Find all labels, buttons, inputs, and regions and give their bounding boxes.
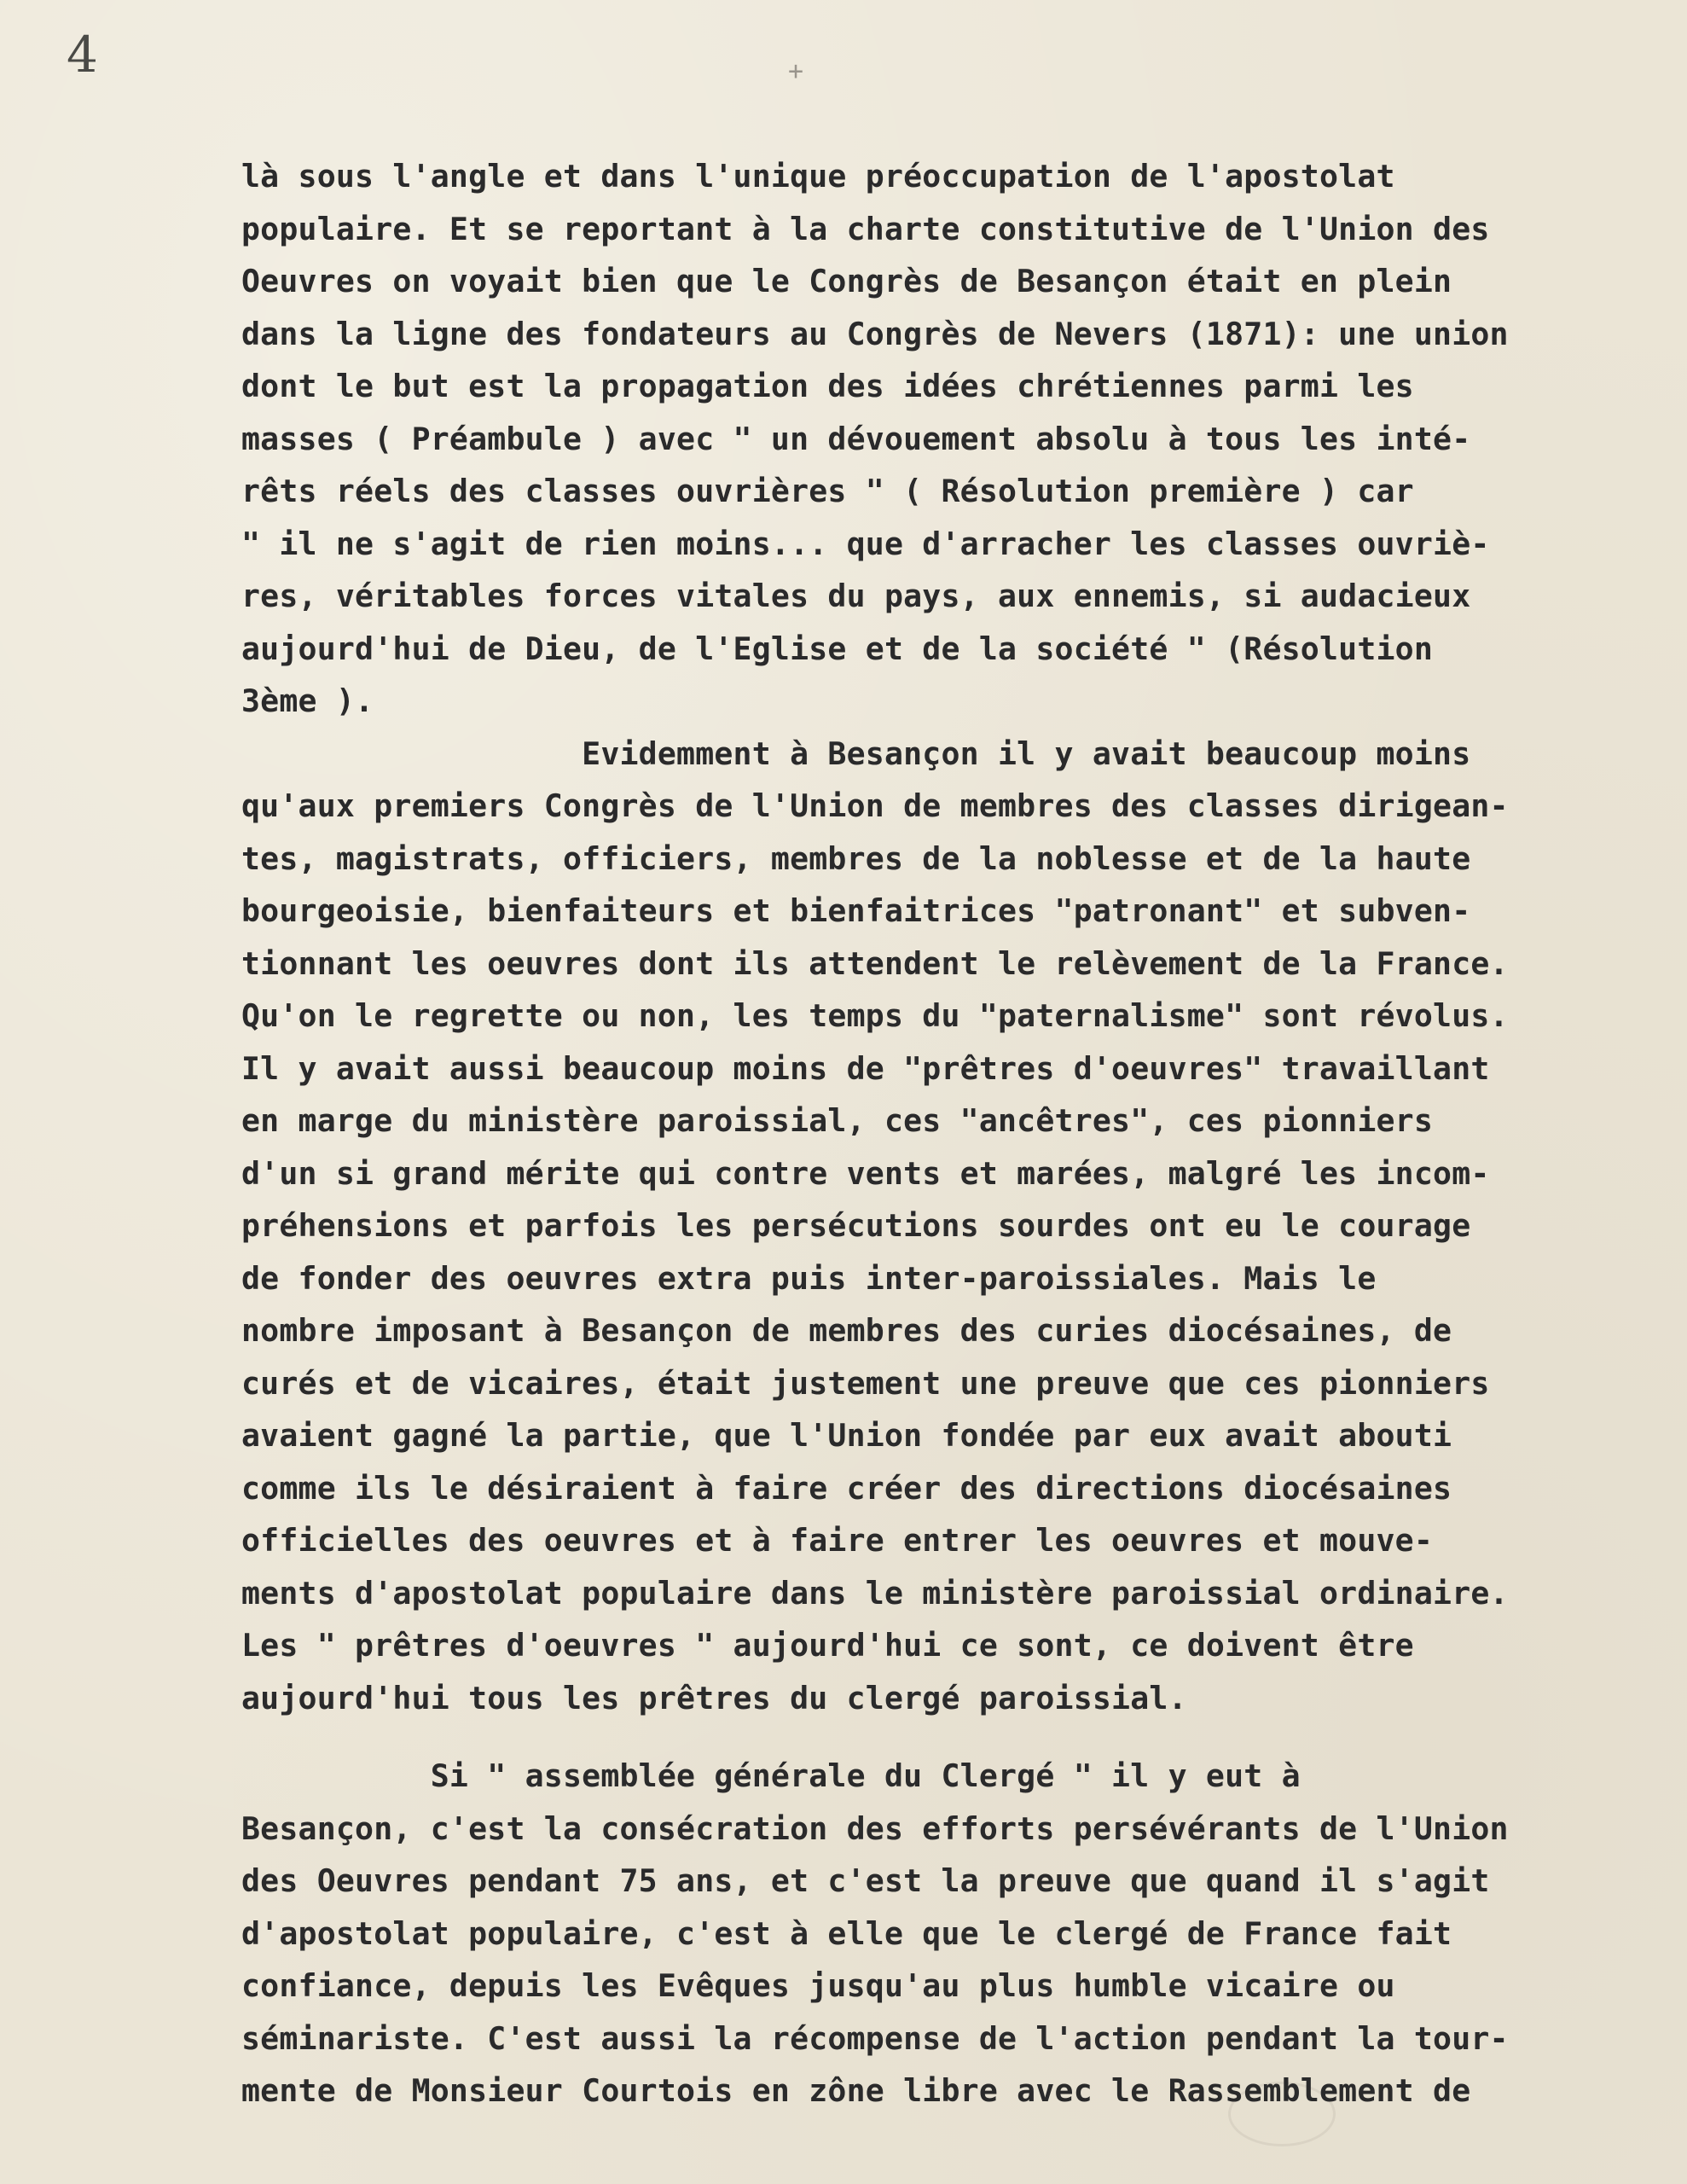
text-line: masses ( Préambule ) avec " un dévouement absolu à tous les inté- bbox=[241, 420, 1471, 457]
text-line: préhensions et parfois les persécutions sourdes ont eu le courage bbox=[241, 1207, 1471, 1244]
text-line: Qu'on le regrette ou non, les temps du "paternalisme" sont révolus. bbox=[241, 997, 1509, 1034]
text-line: aujourd'hui tous les prêtres du clergé paroissial. bbox=[241, 1679, 1187, 1716]
text-line: bourgeoisie, bienfaiteurs et bienfaitrices "patronant" et subven- bbox=[241, 892, 1471, 929]
text-line: officielles des oeuvres et à faire entrer les oeuvres et mouve- bbox=[241, 1522, 1434, 1559]
text-line: mente de Monsieur Courtois en zône libre avec le Rassemblement de bbox=[241, 2072, 1471, 2109]
text-line: ments d'apostolat populaire dans le ministère paroissial ordinaire. bbox=[241, 1574, 1509, 1612]
paragraph-start-line: Si " assemblée générale du Clergé " il y eut à bbox=[241, 1757, 1301, 1794]
text-line: Besançon, c'est la consécration des efforts persévérants de l'Union bbox=[241, 1809, 1509, 1847]
text-line: populaire. Et se reportant à la charte constitutive de l'Union des bbox=[241, 210, 1490, 247]
registration-mark-icon: + bbox=[788, 56, 804, 86]
text-line: nombre imposant à Besançon de membres des curies diocésaines, de bbox=[241, 1312, 1452, 1349]
text-line: qu'aux premiers Congrès de l'Union de membres des classes dirigean- bbox=[241, 787, 1509, 824]
text-line: tes, magistrats, officiers, membres de la noblesse et de la haute bbox=[241, 839, 1471, 877]
text-line: comme ils le désiraient à faire créer des directions diocésaines bbox=[241, 1469, 1452, 1507]
text-line: d'un si grand mérite qui contre vents et marées, malgré les incom- bbox=[241, 1154, 1490, 1192]
text-line: Oeuvres on voyait bien que le Congrès de Besançon était en plein bbox=[241, 263, 1452, 299]
text-line: dans la ligne des fondateurs au Congrès de Nevers (1871): une union bbox=[241, 315, 1509, 352]
page-corner-mark: 4 bbox=[67, 26, 98, 84]
text-line: aujourd'hui de Dieu, de l'Eglise et de la société " (Résolution bbox=[241, 630, 1434, 667]
text-line: confiance, depuis les Evêques jusqu'au plus humble vicaire ou bbox=[241, 1967, 1395, 2004]
text-line: Les " prêtres d'oeuvres " aujourd'hui ce sont, ce doivent être bbox=[241, 1627, 1414, 1664]
text-line: avaient gagné la partie, que l'Union fondée par eux avait abouti bbox=[241, 1417, 1452, 1454]
text-line: en marge du ministère paroissial, ces "ancêtres", ces pionniers bbox=[241, 1102, 1434, 1139]
text-line: res, véritables forces vitales du pays, aux ennemis, si audacieux bbox=[241, 578, 1471, 614]
typewritten-body bbox=[241, 150, 1640, 2117]
text-line: rêts réels des classes ouvrières " ( Résolution première ) car bbox=[241, 473, 1414, 509]
text-line: Il y avait aussi beaucoup moins de "prêtres d'oeuvres" travaillant bbox=[241, 1049, 1490, 1087]
text-line: d'apostolat populaire, c'est à elle que le clergé de France fait bbox=[241, 1914, 1452, 1952]
text-line: séminariste. C'est aussi la récompense de l'action pendant la tour- bbox=[241, 2019, 1509, 2057]
text-line: 3ème ). bbox=[241, 682, 374, 719]
text-line: de fonder des oeuvres extra puis inter-paroissiales. Mais le bbox=[241, 1259, 1377, 1297]
text-line: tionnant les oeuvres dont ils attendent le relèvement de la France. bbox=[241, 944, 1509, 982]
paragraph-gap bbox=[241, 1724, 1640, 1750]
text-line: des Oeuvres pendant 75 ans, et c'est la preuve que quand il s'agit bbox=[241, 1862, 1490, 1899]
text-line: là sous l'angle et dans l'unique préoccupation de l'apostolat bbox=[241, 158, 1395, 195]
paragraph-start-line: Evidemment à Besançon il y avait beaucoup moins bbox=[241, 735, 1471, 772]
text-line: curés et de vicaires, était justement une preuve que ces pionniers bbox=[241, 1364, 1490, 1402]
text-line: dont le but est la propagation des idées chrétiennes parmi les bbox=[241, 368, 1414, 404]
text-line: " il ne s'agit de rien moins... que d'arracher les classes ouvriè- bbox=[241, 525, 1490, 562]
